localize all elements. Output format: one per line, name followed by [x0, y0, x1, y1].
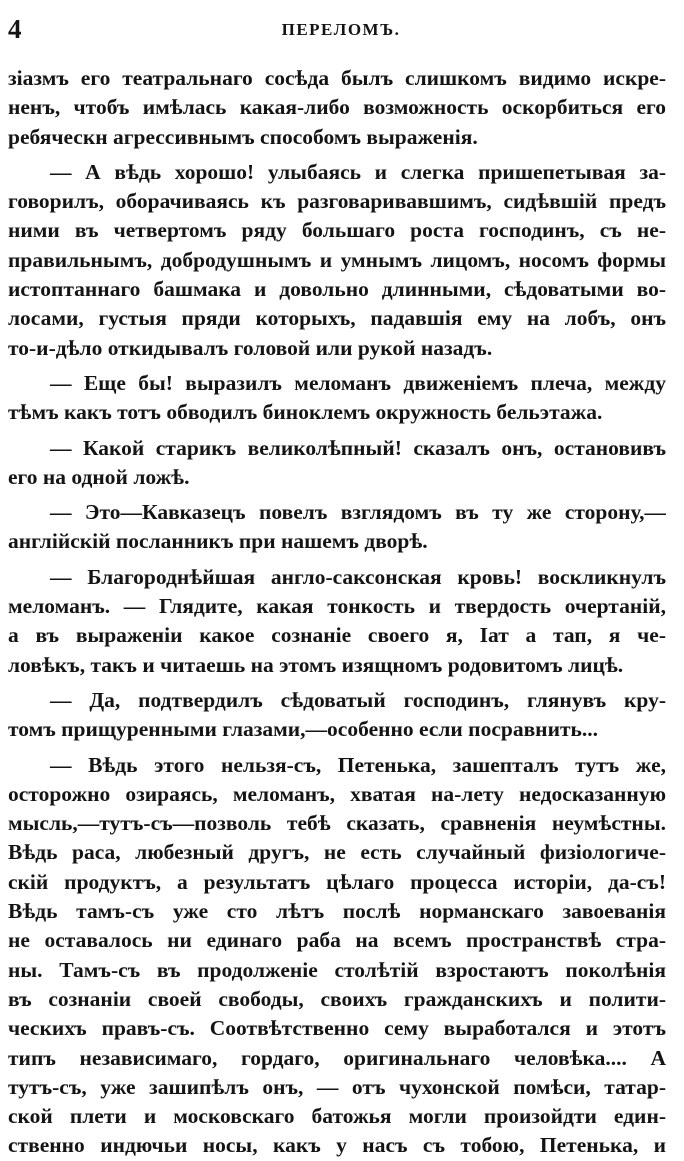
text-line: тутъ-съ, уже зашипѣлъ онъ, — отъ чухонской помѣси, татар- [8, 1074, 666, 1099]
text-line: истоптаннаго башмака и довольно длинными, сѣдоватыми во- [8, 277, 666, 302]
text-line: ственно индючьи носы, какъ у насъ съ тобою, Петенька, и [8, 1133, 666, 1158]
text-line: то-и-дѣло откидывалъ головой или рукой назадъ. [8, 335, 493, 360]
page-header [8, 14, 674, 44]
text-line: — Еще бы! выразилъ меломанъ движеніемъ плеча, между [50, 370, 666, 395]
text-line: англійскій посланникъ при нашемъ дворѣ. [8, 529, 428, 554]
text-line: тѣмъ какъ тотъ обводилъ биноклемъ окружность бельэтажа. [8, 400, 603, 425]
text-line: лосами, густыя пряди которыхъ, падавшія ему на лобъ, онъ [8, 306, 666, 331]
text-line: ними въ четвертомъ ряду большаго роста господинъ, съ не- [8, 218, 666, 243]
text-line: въ сознаніи своей свободы, своихъ гражданскихъ и полити- [8, 986, 666, 1011]
text-line: ненъ, чтобъ имѣлась какая-либо возможность оскорбиться его [8, 95, 666, 120]
text-line: — Да, подтвердилъ сѣдоватый господинъ, глянувъ кру- [50, 687, 666, 712]
text-line: ловѣкъ, такъ и читаешь на этомъ изящномъ родовитомъ лицѣ. [8, 652, 624, 677]
text-line: ской плети и московскаго батожья могли произойдти един- [8, 1104, 666, 1129]
text-line: — Какой старикъ великолѣпный! сказалъ онъ, остановивъ [50, 435, 666, 460]
text-line: говорилъ, оборачиваясь къ разговаривавшимъ, сидѣвшій предъ [8, 189, 666, 214]
text-line: а въ выраженіи какое сознаніе своего я, Іат а тап, я че- [8, 623, 666, 648]
text-line: зіазмъ его театральнаго сосѣда былъ слишкомъ видимо искре- [8, 66, 666, 90]
text-line: типъ независимаго, гордаго, оригинальнаго человѣка.... А [8, 1045, 666, 1070]
text-line: меломанъ. — Глядите, какая тонкость и твердость очертаній, [8, 594, 666, 619]
text-line: — Вѣдь этого нельзя-съ, Петенька, зашепталъ тутъ же, [50, 752, 666, 777]
text-line: скій продуктъ, а результатъ цѣлаго процесса исторіи, да-съ! [8, 869, 666, 894]
text-line: — А вѣдь хорошо! улыбаясь и слегка пришепетывая за- [50, 159, 666, 184]
page-number: 4 [8, 14, 22, 44]
text-line: ребяческн агрессивнымъ способомъ выраженія. [8, 124, 478, 149]
text-line: ческихъ правъ-съ. Соотвѣтственно сему выработался и этотъ [8, 1016, 666, 1041]
text-line: — Благороднѣйшая англо-саксонская кровь! воскликнулъ [50, 564, 666, 589]
text-line: Вѣдь тамъ-съ уже сто лѣтъ послѣ норманскаго завоеванія [8, 899, 666, 924]
body-text [8, 64, 666, 1161]
text-line: томъ прищуренными глазами,—особенно если посравнить... [8, 717, 599, 742]
text-line: его на одной ложѣ. [8, 464, 190, 489]
text-line: правильнымъ, добродушнымъ и умнымъ лицомъ, носомъ формы [8, 247, 666, 272]
text-line: — Это—Кавказецъ повелъ взглядомъ въ ту же сторону,— [50, 500, 666, 525]
text-line: осторожно озираясь, меломанъ, хватая на-лету недосказанную [8, 781, 666, 806]
text-line: мысль,—тутъ-съ—позволь тебѣ сказать, сравненія неумѣстны. [8, 811, 666, 836]
running-title: ПЕРЕЛОМЪ. [281, 20, 401, 39]
text-line: ны. Тамъ-съ въ продолженіе столѣтій взростаютъ поколѣнія [8, 957, 666, 982]
text-line: Вѣдь раса, любезный другъ, не есть случайный физіологиче- [8, 840, 666, 865]
text-line: не оставалось ни единаго раба на всемъ пространствѣ стра- [8, 928, 666, 953]
